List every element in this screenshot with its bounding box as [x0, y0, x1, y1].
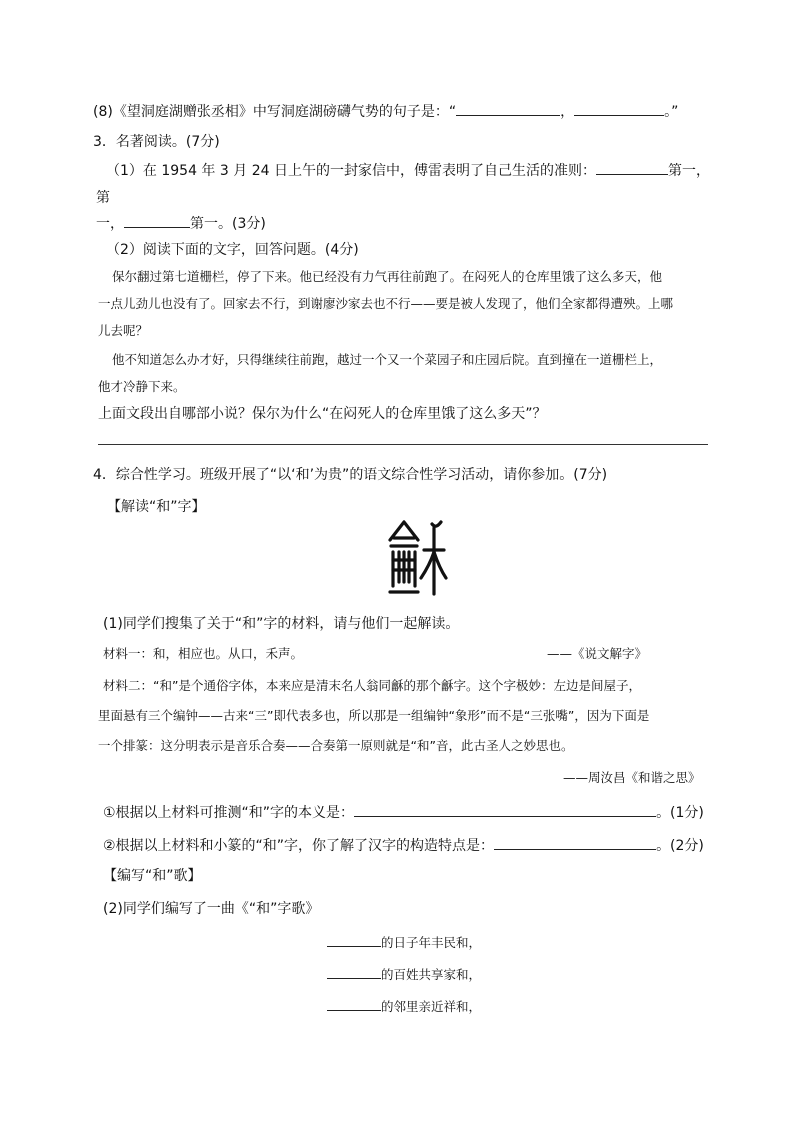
answer-blank[interactable]: [494, 835, 656, 850]
passage-line: 儿去呢？: [98, 323, 149, 338]
answer-blank[interactable]: [596, 160, 668, 175]
song-line: 的日子年丰民和，: [327, 932, 481, 953]
material-2-source: ——周汝昌《和谐之思》: [563, 770, 701, 785]
passage-line: 保尔翻过第七道栅栏，停了下来。他已经没有力气再往前跑了。在闷死人的仓库里饿了这么多天，他: [112, 269, 663, 284]
answer-blank[interactable]: [354, 802, 656, 817]
material-2-line: 材料二：“和”是个通俗字体，本来应是清末名人翁同龢的那个龢字。这个字极妙：左边是间屋子，: [103, 678, 641, 693]
material-2-line: 一个排篆：这分明表示是音乐合奏——合奏第一原则就是“和”音，此古圣人之妙思也。: [98, 738, 574, 753]
q3-part1-line3: 一， 第一。(3分): [96, 213, 266, 234]
question-b: ②根据以上材料和小篆的“和”字，你了解了汉字的构造特点是： 。(2分): [103, 835, 704, 856]
question-a: ①根据以上材料可推测“和”字的本义是： 。(1分): [103, 802, 704, 823]
material-1: 材料一：和，相应也。从口，禾声。: [103, 646, 304, 661]
q3-part1-wrap: 第: [96, 190, 110, 206]
q4-sub1: (1)同学们搜集了关于“和”字的材料，请与他们一起解读。: [103, 616, 460, 632]
answer-blank[interactable]: [124, 213, 190, 228]
answer-blank[interactable]: [327, 932, 381, 947]
answer-blank[interactable]: [456, 101, 560, 116]
section-title: 【编写“和”歌】: [103, 868, 202, 884]
seal-script-he-icon: [386, 516, 448, 598]
answer-line[interactable]: [98, 444, 708, 445]
q4-heading: 4．综合性学习。班级开展了“以‘和’为贵”的语文综合性学习活动，请你参加。(7分): [93, 467, 608, 483]
q4-sub2: (2)同学们编写了一曲《“和”字歌》: [103, 901, 320, 917]
passage-line: 一点儿劲儿也没有了。回家去不行，到谢廖沙家去也不行——要是被人发现了，他们全家都得遭殃。上哪: [98, 296, 674, 311]
song-line: 的邻里亲近祥和，: [327, 996, 481, 1017]
material-2-line: 里面悬有三个编钟——古来“三”即代表多也，所以那是一组编钟“象形”而不是“三张嘴”，因为下面是: [98, 708, 650, 723]
passage-line: 他不知道怎么办才好，只得继续往前跑，越过一个又一个菜园子和庄园后院。直到撞在一道栅栏上，: [112, 352, 663, 367]
section-title: 【解读“和”字】: [107, 499, 206, 515]
answer-blank[interactable]: [327, 964, 381, 979]
q3-heading: 3．名著阅读。(7分): [93, 134, 220, 150]
answer-blank[interactable]: [327, 996, 381, 1011]
material-1-source: ——《说文解字》: [547, 646, 648, 661]
q3-part1: （1）在 1954 年 3 月 24 日上午的一封家信中，傅雷表明了自己生活的准则： 第一，: [106, 160, 710, 181]
question-8: (8)《望洞庭湖赠张丞相》中写洞庭湖磅礴气势的句子是：“ ， 。”: [93, 101, 678, 122]
answer-blank[interactable]: [574, 101, 664, 116]
song-line: 的百姓共享家和，: [327, 964, 481, 985]
q3-question: 上面文段出自哪部小说？保尔为什么“在闷死人的仓库里饿了这么多天”？: [98, 406, 547, 422]
passage-line: 他才冷静下来。: [98, 379, 186, 394]
q3-part2: （2）阅读下面的文字，回答问题。(4分): [106, 242, 359, 258]
